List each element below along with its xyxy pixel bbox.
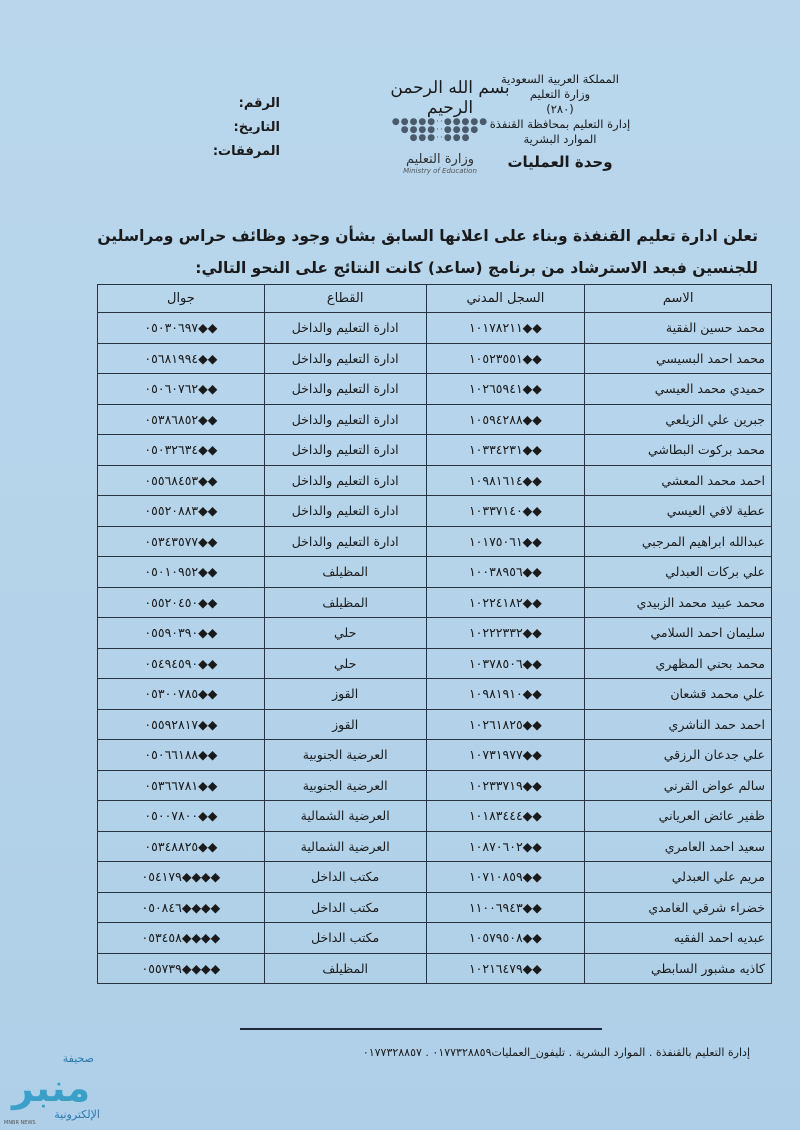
cell-name-text: علي جدعان الرزقي [663, 747, 765, 763]
cell-civil-id-text: ١٠٢٦٥٩٤١◆◆ [468, 381, 542, 397]
cell-civil-id [426, 709, 585, 740]
cell-sector [264, 526, 426, 557]
cell-sector [264, 709, 426, 740]
cell-mobile [98, 648, 265, 679]
cell-mobile [98, 404, 265, 435]
cell-civil-id [426, 374, 585, 405]
cell-name-text: محمد بحني المظهري [655, 655, 765, 671]
cell-mobile [98, 862, 265, 893]
cell-sector [264, 923, 426, 954]
cell-sector [264, 557, 426, 588]
cell-mobile [98, 801, 265, 832]
table-row [98, 709, 772, 740]
cell-mobile-text: ٠٥٣٨٦٨٥٢◆◆ [144, 411, 218, 427]
cell-mobile-text: ٠٥٣٤٥٨◆◆◆◆ [141, 930, 221, 946]
header-mobile: جوال [98, 285, 265, 313]
cell-name [585, 648, 772, 679]
cell-sector-text: ادارة التعليم والداخل [291, 533, 399, 549]
cell-name [585, 343, 772, 374]
table-row [98, 404, 772, 435]
watermark-bottom: الإلكترونية [54, 1108, 100, 1121]
cell-civil-id-text: ١٠٧١٠٨٥٩◆◆ [468, 869, 542, 885]
cell-name-text: عبديه احمد الفقيه [673, 930, 765, 946]
ministry-logo [385, 118, 495, 175]
cell-mobile-text: ٠٥٠٨٤٦◆◆◆◆ [141, 899, 221, 915]
watermark-mark: منبر [12, 1066, 91, 1110]
cell-mobile-text: ٠٥٥٢٠٨٨٣◆◆ [144, 503, 218, 519]
cell-sector-text: ادارة التعليم والداخل [291, 320, 399, 336]
cell-mobile-text: ٠٥٣٠٠٧٨٥◆◆ [144, 686, 218, 702]
cell-sector-text: ادارة التعليم والداخل [291, 350, 399, 366]
cell-sector [264, 435, 426, 466]
cell-mobile [98, 374, 265, 405]
cell-civil-id-text: ١٠٣٣٤٢٣١◆◆ [468, 442, 542, 458]
table-row [98, 465, 772, 496]
cell-sector [264, 465, 426, 496]
cell-sector [264, 679, 426, 710]
cell-sector-text: ادارة التعليم والداخل [291, 381, 399, 397]
table-row [98, 343, 772, 374]
table-row [98, 953, 772, 984]
logo-text-en: Ministry of Education [403, 167, 477, 175]
basmala: بسم الله الرحمن الرحيم [390, 78, 510, 118]
cell-sector-text: ادارة التعليم والداخل [291, 442, 399, 458]
field-date: التاريخ: [233, 120, 280, 135]
cell-mobile-text: ٠٥٠٣٢٦٣٤◆◆ [144, 442, 218, 458]
table-row [98, 801, 772, 832]
field-number: الرقم: [238, 96, 280, 111]
cell-civil-id-text: ١٠٣٣٧١٤٠◆◆ [468, 503, 542, 519]
header-name: الاسم [585, 285, 772, 313]
cell-mobile-text: ٠٥٣٤٨٨٢٥◆◆ [144, 838, 218, 854]
unit-name: وحدة العمليات [507, 153, 613, 171]
cell-civil-id-text: ١٠٢٣٣٧١٩◆◆ [468, 777, 542, 793]
cell-mobile-text: ٠٥٤٩٤٥٩٠◆◆ [144, 655, 218, 671]
cell-sector [264, 618, 426, 649]
cell-civil-id [426, 404, 585, 435]
cell-name [585, 587, 772, 618]
cell-name [585, 801, 772, 832]
watermark-logo [4, 1052, 104, 1127]
cell-name [585, 404, 772, 435]
table-row [98, 740, 772, 771]
cell-name-text: سالم عواض القرني [663, 777, 765, 793]
cell-name-text: سليمان احمد السلامي [650, 625, 765, 641]
cell-mobile-text: ٠٥٠٦٠٧٦٢◆◆ [144, 381, 218, 397]
cell-civil-id [426, 679, 585, 710]
cell-mobile [98, 679, 265, 710]
cell-name [585, 526, 772, 557]
cell-civil-id [426, 587, 585, 618]
cell-name-text: احمد حمد الناشري [668, 716, 765, 732]
cell-sector [264, 740, 426, 771]
cell-name [585, 953, 772, 984]
cell-name-text: عطية لافي العيسي [666, 503, 765, 519]
cell-sector-text: مكتب الداخل [311, 869, 380, 885]
cell-mobile [98, 343, 265, 374]
cell-name-text: كاذيه مشبور السابطي [651, 960, 765, 976]
cell-civil-id-text: ١٠٩٨١٩١٠◆◆ [468, 686, 542, 702]
cell-name [585, 862, 772, 893]
cell-mobile [98, 831, 265, 862]
cell-civil-id-text: ١٠١٨٣٤٤٤◆◆ [468, 808, 542, 824]
table-row [98, 679, 772, 710]
cell-name-text: جبرين علي الزيلعي [665, 411, 765, 427]
cell-name [585, 465, 772, 496]
cell-name-text: احمد محمد المعشي [661, 472, 765, 488]
cell-name [585, 618, 772, 649]
watermark-small: MNBR NEWS [4, 1120, 36, 1126]
cell-sector-text: العرضية الشمالية [300, 808, 390, 824]
table-row [98, 618, 772, 649]
watermark-top: صحيفة [62, 1052, 94, 1065]
cell-mobile-text: ٠٥٤١٧٩◆◆◆◆ [141, 869, 221, 885]
cell-name-text: محمد عبيد محمد الزبيدي [636, 594, 765, 610]
cell-mobile [98, 953, 265, 984]
field-attachments: المرفقات: [212, 144, 280, 159]
table-header-row [98, 285, 772, 313]
cell-sector [264, 648, 426, 679]
cell-mobile-text: ٠٥٣٤٣٥٧٧◆◆ [144, 533, 218, 549]
org-line: إدارة التعليم بمحافظة القنفذة [489, 117, 631, 131]
cell-sector-text: مكتب الداخل [311, 899, 380, 915]
cell-sector [264, 953, 426, 984]
cell-name-text: سعيد احمد العامري [664, 838, 765, 854]
announcement-text [58, 220, 758, 284]
cell-name-text: ظفير عائض العرياني [658, 808, 765, 824]
cell-civil-id [426, 465, 585, 496]
cell-mobile-text: ٠٥٠٣٠٦٩٧◆◆ [144, 320, 218, 336]
cell-sector [264, 496, 426, 527]
cell-sector [264, 831, 426, 862]
table-row [98, 435, 772, 466]
table-row [98, 313, 772, 344]
cell-civil-id-text: ١٠٧٣١٩٧٧◆◆ [468, 747, 542, 763]
cell-name [585, 374, 772, 405]
cell-sector-text: ادارة التعليم والداخل [291, 411, 399, 427]
cell-mobile [98, 526, 265, 557]
footer-divider [240, 1028, 602, 1030]
cell-name [585, 496, 772, 527]
cell-civil-id [426, 801, 585, 832]
cell-civil-id [426, 557, 585, 588]
org-line: وزارة التعليم [529, 87, 591, 101]
cell-sector [264, 313, 426, 344]
cell-name [585, 709, 772, 740]
cell-civil-id [426, 648, 585, 679]
cell-mobile [98, 770, 265, 801]
cell-civil-id [426, 618, 585, 649]
cell-civil-id-text: ١٠٥٧٩٥٠٨◆◆ [468, 930, 542, 946]
cell-name-text: محمد احمد البسيسي [655, 350, 765, 366]
cell-mobile [98, 496, 265, 527]
cell-name-text: خضراء شرقي الغامدي [648, 899, 765, 915]
cell-mobile-text: ٠٥٥٧٣٩◆◆◆◆ [141, 960, 221, 976]
cell-sector-text: المظيلف [322, 960, 368, 976]
cell-civil-id [426, 923, 585, 954]
cell-sector-text: المظيلف [322, 594, 368, 610]
cell-name-text: مريم علي العبدلي [671, 869, 765, 885]
cell-name [585, 892, 772, 923]
cell-mobile [98, 465, 265, 496]
cell-mobile [98, 740, 265, 771]
cell-mobile [98, 435, 265, 466]
intro-line: للجنسين فبعد الاسترشاد من برنامج (ساعد) كانت النتائج على النحو التالي: [195, 259, 758, 277]
cell-civil-id-text: ١٠٢٢٤١٨٢◆◆ [468, 594, 542, 610]
cell-name [585, 923, 772, 954]
header-civil-id: السجل المدني [426, 285, 585, 313]
table-row [98, 831, 772, 862]
cell-mobile-text: ٠٥٥٩٠٣٩٠◆◆ [144, 625, 218, 641]
cell-sector-text: العرضية الجنوبية [302, 747, 388, 763]
cell-sector-text: حلي [334, 655, 357, 671]
cell-mobile-text: ٠٥٥٦٨٤٥٣◆◆ [144, 472, 218, 488]
cell-civil-id [426, 496, 585, 527]
cell-civil-id [426, 343, 585, 374]
cell-name [585, 435, 772, 466]
cell-civil-id-text: ١٠٢٢٢٣٣٢◆◆ [468, 625, 542, 641]
results-table [97, 284, 772, 984]
cell-name [585, 770, 772, 801]
intro-line: تعلن ادارة تعليم القنفذة وبناء على اعلانها السابق بشأن وجود وظائف حراس ومراسلين [97, 227, 758, 245]
cell-sector-text: ادارة التعليم والداخل [291, 472, 399, 488]
cell-civil-id [426, 740, 585, 771]
cell-sector [264, 404, 426, 435]
cell-civil-id-text: ١١٠٠٦٩٤٣◆◆ [468, 899, 542, 915]
cell-mobile-text: ٠٥٠٠٧٨٠٠◆◆ [144, 808, 218, 824]
table-row [98, 862, 772, 893]
cell-civil-id [426, 862, 585, 893]
cell-mobile-text: ٠٥٥٩٢٨١٧◆◆ [144, 716, 218, 732]
cell-sector-text: حلي [334, 625, 357, 641]
cell-mobile-text: ٠٥٣٦٦٧٨١◆◆ [144, 777, 218, 793]
cell-name [585, 679, 772, 710]
cell-mobile [98, 892, 265, 923]
cell-civil-id-text: ١٠٣٧٨٥٠٦◆◆ [468, 655, 542, 671]
cell-name [585, 740, 772, 771]
cell-name-text: علي محمد قشعان [670, 686, 765, 702]
org-line: (٢٨٠) [546, 102, 574, 116]
cell-mobile-text: ٠٥٠٦٦١٨٨◆◆ [144, 747, 218, 763]
cell-name-text: محمد حسين الفقية [665, 320, 765, 336]
table-row [98, 587, 772, 618]
cell-sector [264, 892, 426, 923]
org-line: المملكة العربية السعودية [501, 72, 619, 86]
cell-civil-id-text: ١٠١٧٨٢١١◆◆ [468, 320, 542, 336]
cell-civil-id-text: ١٠٥٢٣٥٥١◆◆ [468, 350, 542, 366]
cell-sector-text: مكتب الداخل [311, 930, 380, 946]
table-row [98, 526, 772, 557]
cell-civil-id-text: ١٠٩٨١٦١٤◆◆ [468, 472, 542, 488]
cell-sector-text: القوز [332, 686, 359, 702]
cell-sector [264, 862, 426, 893]
table-row [98, 648, 772, 679]
cell-name [585, 557, 772, 588]
cell-sector [264, 801, 426, 832]
cell-civil-id-text: ١٠٢١٦٤٧٩◆◆ [468, 960, 542, 976]
cell-mobile [98, 709, 265, 740]
cell-civil-id [426, 313, 585, 344]
cell-mobile [98, 313, 265, 344]
cell-sector-text: العرضية الجنوبية [302, 777, 388, 793]
cell-mobile [98, 557, 265, 588]
cell-civil-id [426, 831, 585, 862]
cell-civil-id-text: ١٠٢٦١٨٢٥◆◆ [468, 716, 542, 732]
table-row [98, 770, 772, 801]
footer-contact: إدارة التعليم بالقنفذة . الموارد البشرية . تليفون_العمليات٠١٧٧٣٢٨٨٥٩ . ٠١٧٧٣٢٨٨٥٧ [362, 1046, 750, 1059]
cell-name [585, 831, 772, 862]
cell-sector-text: المظيلف [322, 564, 368, 580]
cell-sector-text: ادارة التعليم والداخل [291, 503, 399, 519]
cell-name-text: محمد بركوت البطاشي [647, 442, 765, 458]
cell-sector [264, 343, 426, 374]
cell-mobile [98, 587, 265, 618]
table-row [98, 557, 772, 588]
cell-sector-text: العرضية الشمالية [300, 838, 390, 854]
cell-sector [264, 587, 426, 618]
cell-sector-text: القوز [332, 716, 359, 732]
logo-text-ar: وزارة التعليم [405, 152, 475, 167]
cell-civil-id [426, 526, 585, 557]
cell-civil-id-text: ١٠٨٧٠٦٠٢◆◆ [468, 838, 542, 854]
table-row [98, 374, 772, 405]
table-row [98, 923, 772, 954]
cell-sector [264, 770, 426, 801]
cell-name [585, 313, 772, 344]
table-row [98, 496, 772, 527]
cell-mobile-text: ٠٥٥٢٠٤٥٠◆◆ [144, 594, 218, 610]
table-row [98, 892, 772, 923]
cell-civil-id-text: ١٠١٧٥٠٦١◆◆ [468, 533, 542, 549]
cell-civil-id [426, 892, 585, 923]
cell-name-text: عبدالله ابراهيم المرجبي [641, 533, 765, 549]
header-sector: القطاع [264, 285, 426, 313]
cell-name-text: حميدي محمد العيسي [654, 381, 765, 397]
cell-mobile-text: ٠٥٠١٠٩٥٢◆◆ [144, 564, 218, 580]
cell-mobile [98, 923, 265, 954]
cell-mobile-text: ٠٥٦٨١٩٩٤◆◆ [144, 350, 218, 366]
cell-civil-id [426, 770, 585, 801]
cell-mobile [98, 618, 265, 649]
cell-civil-id [426, 953, 585, 984]
cell-civil-id [426, 435, 585, 466]
logo-dots-icon: ●●●●●··●●●●● ●●●●··●●●● ●●●··●●● [391, 117, 489, 143]
org-line: الموارد البشرية [523, 132, 597, 146]
cell-name-text: علي بركات العبدلي [665, 564, 765, 580]
reference-fields [200, 92, 280, 164]
cell-sector [264, 374, 426, 405]
cell-civil-id-text: ١٠٥٩٤٢٨٨◆◆ [468, 411, 542, 427]
cell-civil-id-text: ١٠٠٣٨٩٥٦◆◆ [468, 564, 542, 580]
